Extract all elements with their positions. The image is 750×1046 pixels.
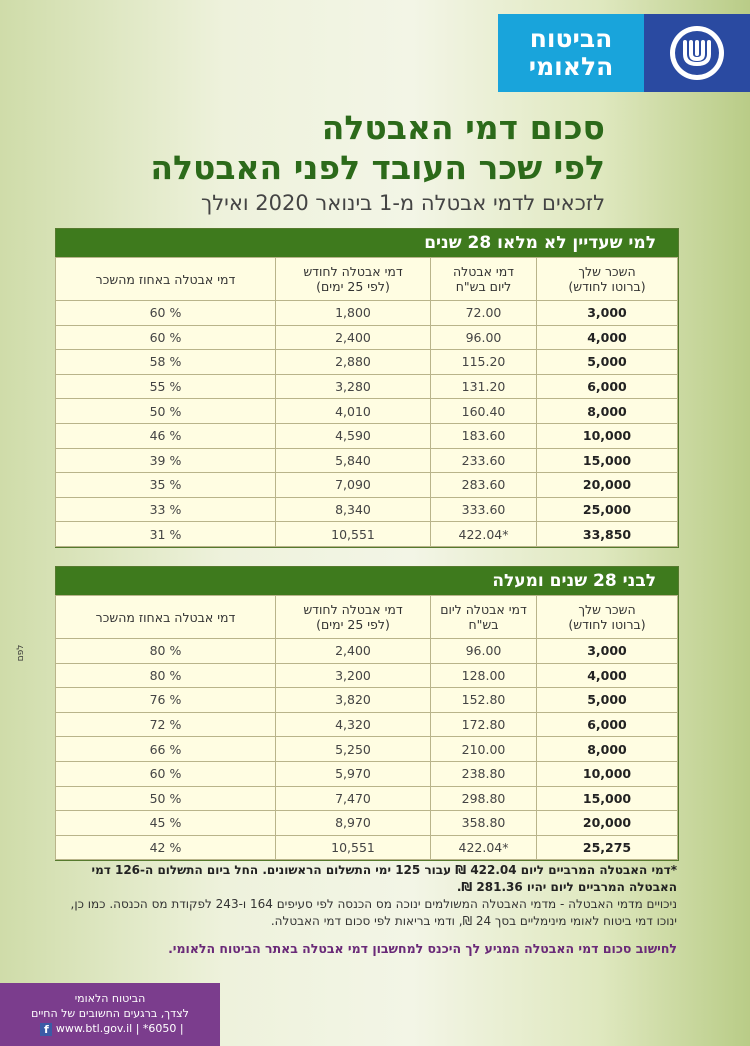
cell-monthly: 10,551	[276, 522, 431, 547]
table-row	[56, 786, 678, 811]
table-row	[56, 663, 678, 688]
cell-percent: 39 %	[56, 448, 276, 473]
side-code-text: לפם	[16, 644, 26, 662]
cell-salary: 4,000	[537, 663, 678, 688]
cell-salary: 6,000	[537, 374, 678, 399]
cell-salary: 15,000	[537, 448, 678, 473]
cell-monthly: 10,551	[276, 835, 431, 860]
cell-monthly: 8,340	[276, 497, 431, 522]
table-header-row	[56, 596, 678, 639]
header-percent: דמי אבטלה באחוז מהשכר	[56, 596, 276, 639]
footnotes	[55, 862, 677, 957]
table-row	[56, 688, 678, 713]
header-monthly: דמי אבטלה לחודש (לפי 25 ימים)	[276, 596, 431, 639]
facebook-icon[interactable]: f	[40, 1023, 52, 1036]
cell-daily: 422.04*	[431, 835, 537, 860]
cell-daily: 96.00	[431, 639, 537, 664]
cell-monthly: 5,250	[276, 737, 431, 762]
cell-daily: 160.40	[431, 399, 537, 424]
cell-salary: 10,000	[537, 761, 678, 786]
cell-salary: 5,000	[537, 688, 678, 713]
table-row	[56, 448, 678, 473]
page-title: סכום דמי האבטלה	[321, 108, 605, 147]
table-row	[56, 374, 678, 399]
table-row	[56, 737, 678, 762]
page-subtitle: לזכאים לדמי אבטלה מ-1 בינואר 2020 ואילך	[200, 191, 605, 215]
cell-percent: 58 %	[56, 350, 276, 375]
cell-daily: 131.20	[431, 374, 537, 399]
footer-slogan: לצדך, ברגעים החשובים של החיים	[31, 1007, 189, 1020]
cell-percent: 66 %	[56, 737, 276, 762]
cell-percent: 35 %	[56, 473, 276, 498]
header-percent: דמי אבטלה באחוז מהשכר	[56, 258, 276, 301]
table-under-28	[55, 228, 679, 548]
logo-emblem-icon	[644, 14, 750, 92]
cell-monthly: 4,590	[276, 423, 431, 448]
cell-monthly: 5,840	[276, 448, 431, 473]
note-deductions: ניכויים מדמי האבטלה - מדמי האבטלה המשולמים ינוכה מס הכנסה לפי סעיפים 164 ו-243 לפקודת מס הכנסה. כמו כן, ינוכו דמי ביטוח לאומי מינימליים בסך 24 ₪, ודמי בריאות לפי סכום דמי האבטלה.	[70, 897, 677, 928]
table-row	[56, 325, 678, 350]
table-row	[56, 835, 678, 860]
cell-monthly: 3,280	[276, 374, 431, 399]
logo-text	[498, 14, 644, 92]
table-row	[56, 522, 678, 547]
cell-salary: 5,000	[537, 350, 678, 375]
cell-monthly: 4,320	[276, 712, 431, 737]
cell-salary: 10,000	[537, 423, 678, 448]
table-row	[56, 399, 678, 424]
table-row	[56, 712, 678, 737]
logo-line2: הלאומי	[528, 52, 614, 81]
title-block	[60, 108, 605, 216]
cell-monthly: 2,880	[276, 350, 431, 375]
cell-monthly: 2,400	[276, 325, 431, 350]
cell-percent: 76 %	[56, 688, 276, 713]
cell-percent: 50 %	[56, 399, 276, 424]
cell-monthly: 3,200	[276, 663, 431, 688]
cell-percent: 45 %	[56, 811, 276, 836]
header-monthly: דמי אבטלה לחודש (לפי 25 ימים)	[276, 258, 431, 301]
cell-percent: 80 %	[56, 639, 276, 664]
cell-daily: 152.80	[431, 688, 537, 713]
cell-salary: 33,850	[537, 522, 678, 547]
cell-daily: 183.60	[431, 423, 537, 448]
cell-percent: 46 %	[56, 423, 276, 448]
table-row	[56, 301, 678, 326]
cell-monthly: 8,970	[276, 811, 431, 836]
header-salary: השכר שלך (ברוטו לחודש)	[537, 596, 678, 639]
cell-percent: 33 %	[56, 497, 276, 522]
table-row	[56, 639, 678, 664]
cell-percent: 60 %	[56, 325, 276, 350]
page-title-line2: לפי שכר העובד לפני האבטלה	[150, 148, 605, 187]
cell-salary: 4,000	[537, 325, 678, 350]
cell-monthly: 1,800	[276, 301, 431, 326]
logo	[498, 14, 750, 92]
cell-daily: 233.60	[431, 448, 537, 473]
cell-salary: 8,000	[537, 737, 678, 762]
cell-daily: 298.80	[431, 786, 537, 811]
cell-monthly: 7,470	[276, 786, 431, 811]
header-salary: השכר שלך (ברוטו לחודש)	[537, 258, 678, 301]
cell-salary: 20,000	[537, 473, 678, 498]
cell-percent: 72 %	[56, 712, 276, 737]
table-row	[56, 473, 678, 498]
footer-contact-row	[0, 1021, 220, 1036]
cell-salary: 6,000	[537, 712, 678, 737]
table-row	[56, 423, 678, 448]
table-row	[56, 761, 678, 786]
footer-contact[interactable]: www.btl.gov.il | *6050 |	[55, 1022, 184, 1035]
cell-salary: 8,000	[537, 399, 678, 424]
cell-percent: 80 %	[56, 663, 276, 688]
cell-percent: 55 %	[56, 374, 276, 399]
header-daily: דמי אבטלה ליום בש"ח	[431, 596, 537, 639]
footer-banner	[0, 983, 220, 1046]
cell-salary: 3,000	[537, 639, 678, 664]
table-row	[56, 811, 678, 836]
cell-daily: 238.80	[431, 761, 537, 786]
table-row	[56, 350, 678, 375]
cell-salary: 25,000	[537, 497, 678, 522]
cell-monthly: 3,820	[276, 688, 431, 713]
cell-percent: 60 %	[56, 761, 276, 786]
table-heading: למי שעדיין לא מלאו 28 שנים	[56, 229, 678, 257]
note-max-amount: *דמי האבטלה המרביים ליום 422.04 ₪ עבור 125 ימי התשלום הראשונים. החל ביום התשלום ה-126 דמי האבטלה המרביים ליום יהיו 281.36 ₪.	[91, 863, 677, 894]
logo-line1: הביטוח	[529, 24, 613, 53]
data-table	[55, 595, 678, 860]
cell-daily: 115.20	[431, 350, 537, 375]
cell-salary: 15,000	[537, 786, 678, 811]
table-row	[56, 497, 678, 522]
cell-percent: 31 %	[56, 522, 276, 547]
cell-daily: 96.00	[431, 325, 537, 350]
cell-monthly: 4,010	[276, 399, 431, 424]
cell-daily: 422.04*	[431, 522, 537, 547]
cell-monthly: 2,400	[276, 639, 431, 664]
data-table	[55, 257, 678, 547]
table-heading: לבני 28 שנים ומעלה	[56, 567, 678, 595]
cell-daily: 172.80	[431, 712, 537, 737]
table-28-and-over	[55, 566, 679, 861]
cell-daily: 72.00	[431, 301, 537, 326]
cell-daily: 283.60	[431, 473, 537, 498]
footer-org: הביטוח הלאומי	[74, 992, 146, 1005]
cell-salary: 20,000	[537, 811, 678, 836]
cell-daily: 128.00	[431, 663, 537, 688]
cell-percent: 50 %	[56, 786, 276, 811]
note-calculator: לחישוב סכום דמי האבטלה המגיע לך היכנס למחשבון דמי אבטלה באתר הביטוח הלאומי.	[168, 941, 677, 956]
cell-salary: 25,275	[537, 835, 678, 860]
cell-daily: 358.80	[431, 811, 537, 836]
cell-daily: 210.00	[431, 737, 537, 762]
table-header-row	[56, 258, 678, 301]
cell-monthly: 7,090	[276, 473, 431, 498]
cell-percent: 42 %	[56, 835, 276, 860]
cell-percent: 60 %	[56, 301, 276, 326]
cell-monthly: 5,970	[276, 761, 431, 786]
cell-daily: 333.60	[431, 497, 537, 522]
header-daily: דמי אבטלה ליום בש"ח	[431, 258, 537, 301]
cell-salary: 3,000	[537, 301, 678, 326]
